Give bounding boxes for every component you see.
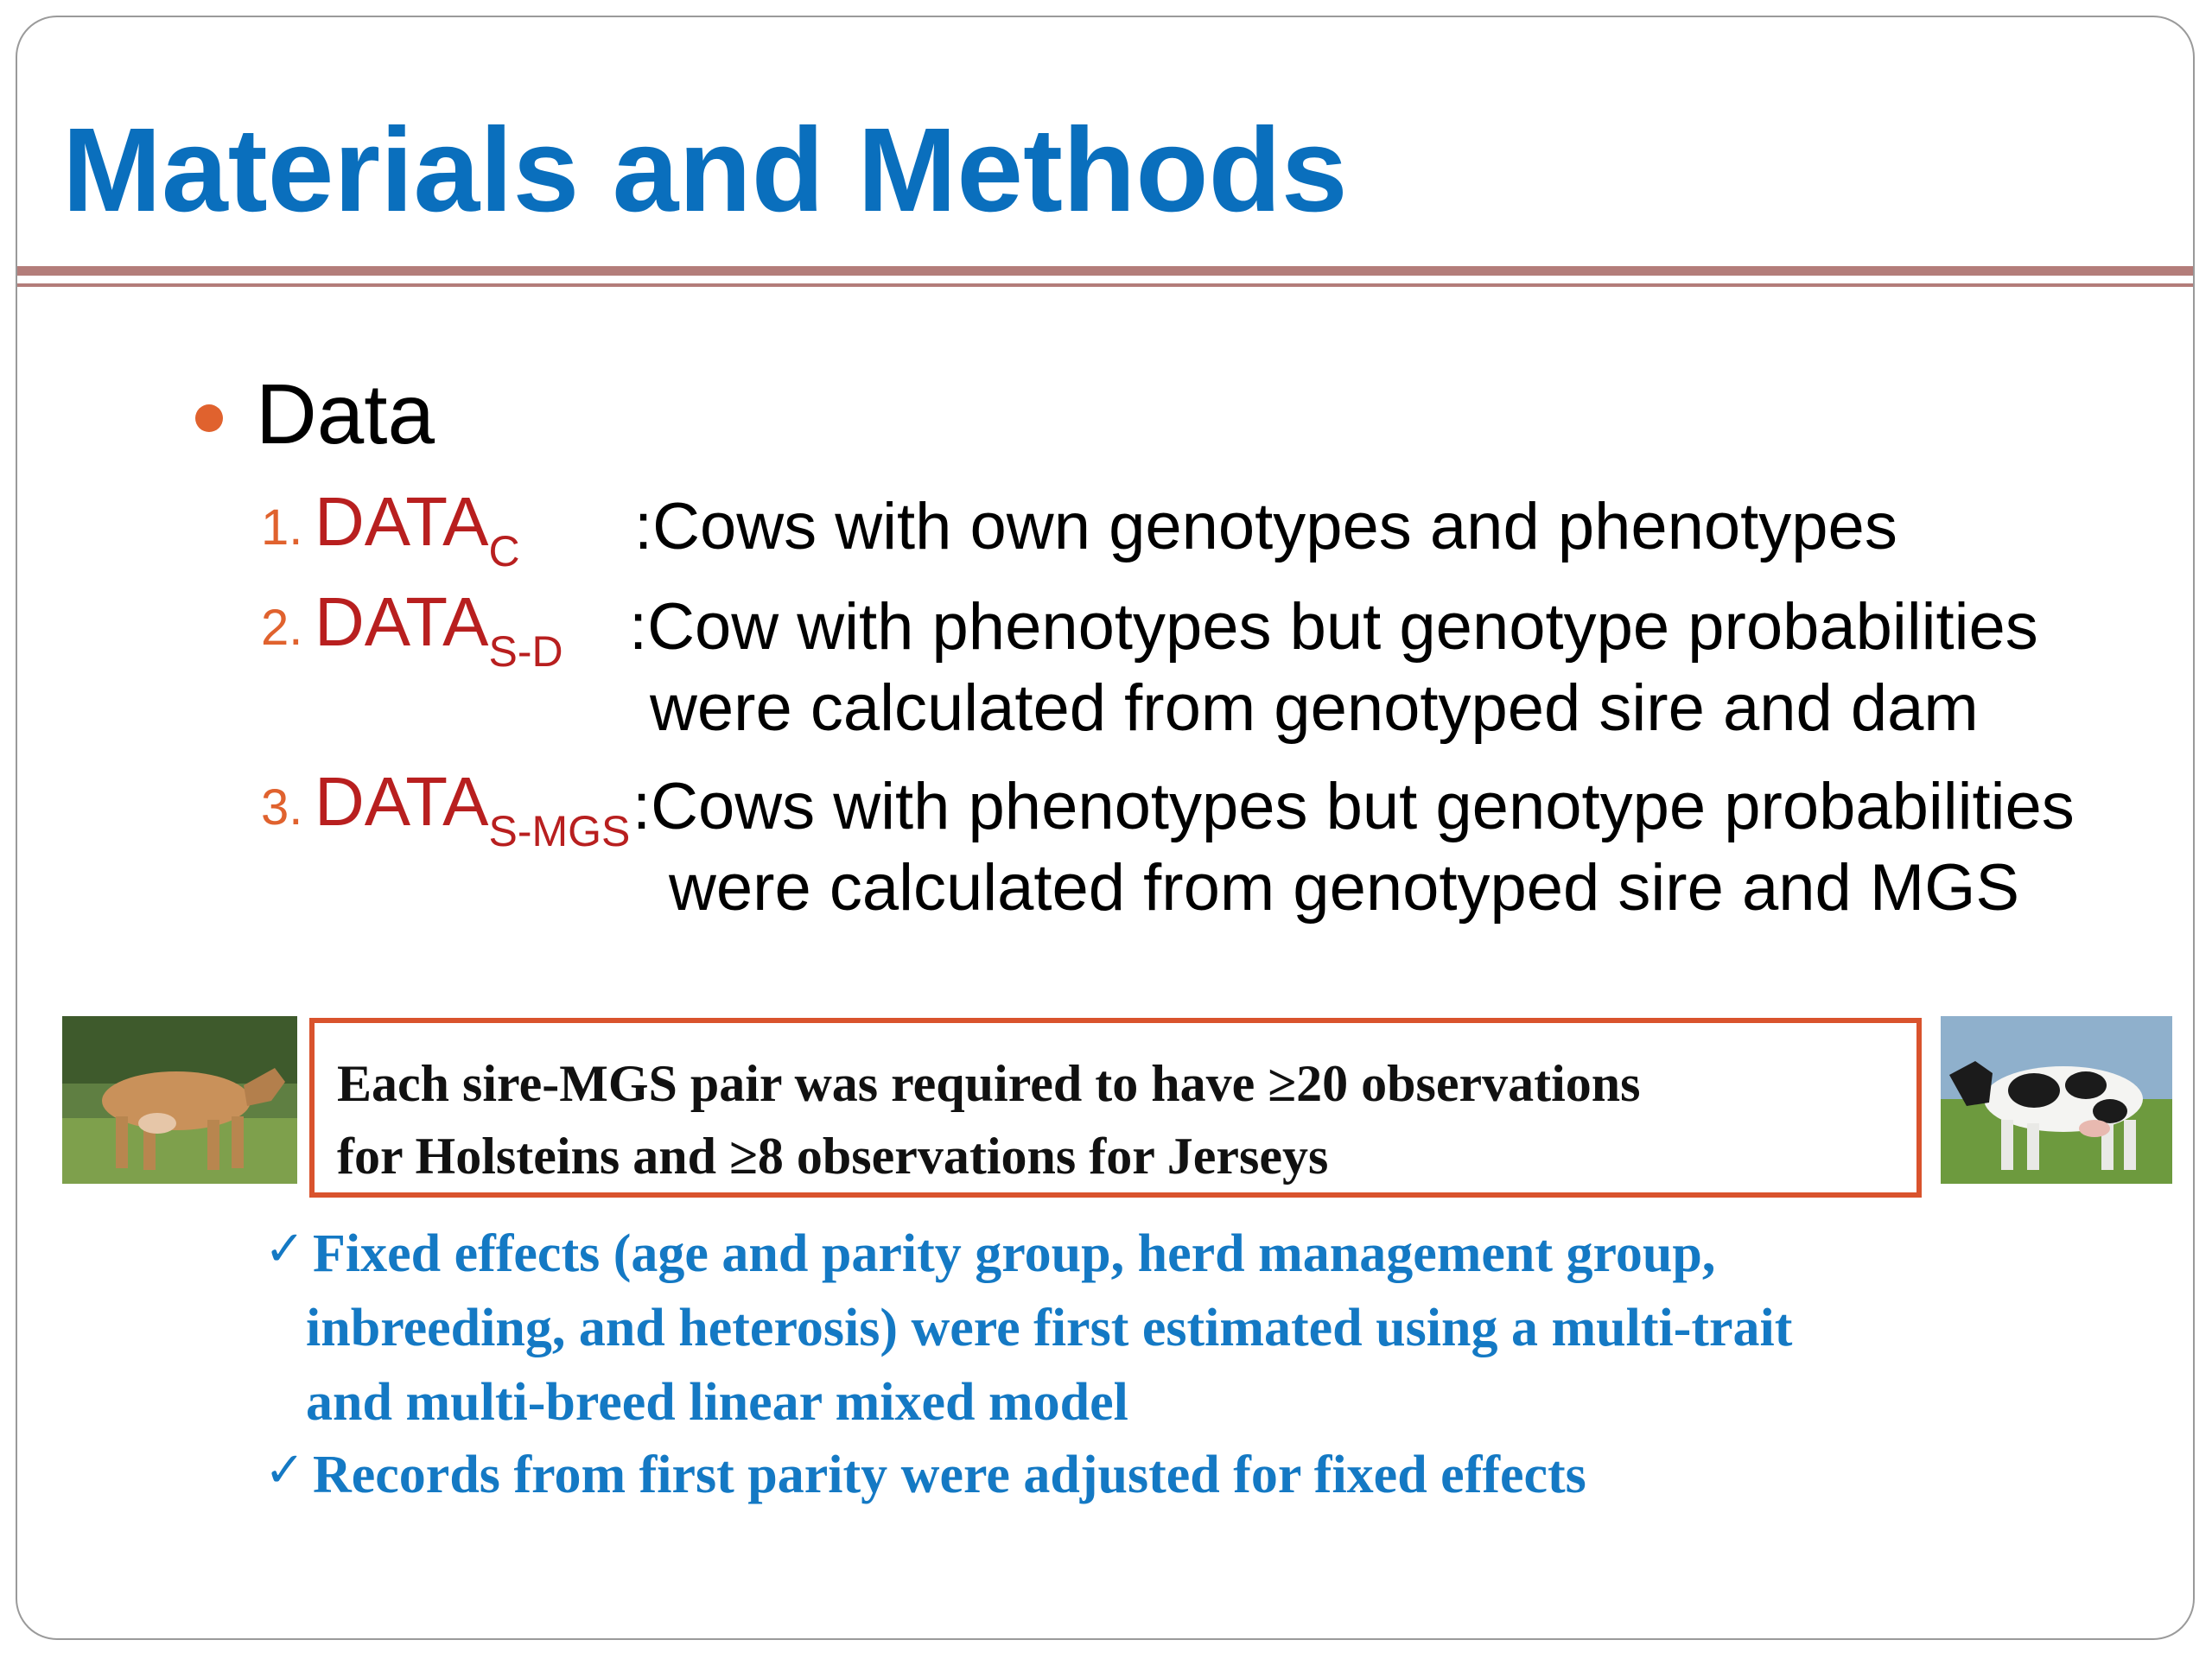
item-description-cont: were calculated from genotyped sire and MGS [669,851,2020,925]
check-item-text: Fixed effects (age and parity group, herd management group, [313,1224,1716,1283]
item-description: :Cows with phenotypes but genotype probabilities [632,770,2075,843]
check-item-text: Records from first parity were adjusted for fixed effects [313,1446,1586,1504]
item-dataset-name [315,483,520,575]
slide-title: Materials and Methods [62,104,1348,237]
item-number: 3. [261,779,303,836]
checkmark-icon: ✓ [264,1442,305,1498]
item-number: 2. [261,600,303,656]
slide [16,16,2195,1640]
checkmark-icon: ✓ [264,1221,305,1277]
dataset-label: DATA [315,483,489,560]
holstein-cow-photo [1941,1016,2172,1184]
bullet-dot-icon [195,404,223,432]
criteria-text-cont: for Holsteins and ≥8 observations for Jerseys [337,1128,1329,1185]
check-item-text-cont: inbreeding, and heterosis) were first estimated using a multi-trait [306,1299,1793,1357]
dataset-subscript: S-MGS [488,807,631,855]
criteria-text: Each sire-MGS pair was required to have ≥20 observations [337,1055,1641,1112]
bullet-heading: Data [256,366,435,461]
check-item-text-cont: and multi-breed linear mixed model [306,1373,1128,1432]
item-description-cont: were calculated from genotyped sire and dam [650,671,1979,745]
item-description: :Cow with phenotypes but genotype probabilities [629,590,2038,664]
item-dataset-name [315,583,563,676]
item-number: 1. [261,499,303,556]
title-divider [17,266,2193,276]
dataset-label: DATA [315,763,489,840]
jersey-cow-photo [62,1016,297,1184]
dataset-subscript: C [488,527,520,575]
title-divider-thin [17,283,2193,287]
item-description: :Cows with own genotypes and phenotypes [634,490,1897,563]
dataset-label: DATA [315,583,489,660]
item-dataset-name [315,763,631,855]
dataset-subscript: S-D [488,627,563,676]
